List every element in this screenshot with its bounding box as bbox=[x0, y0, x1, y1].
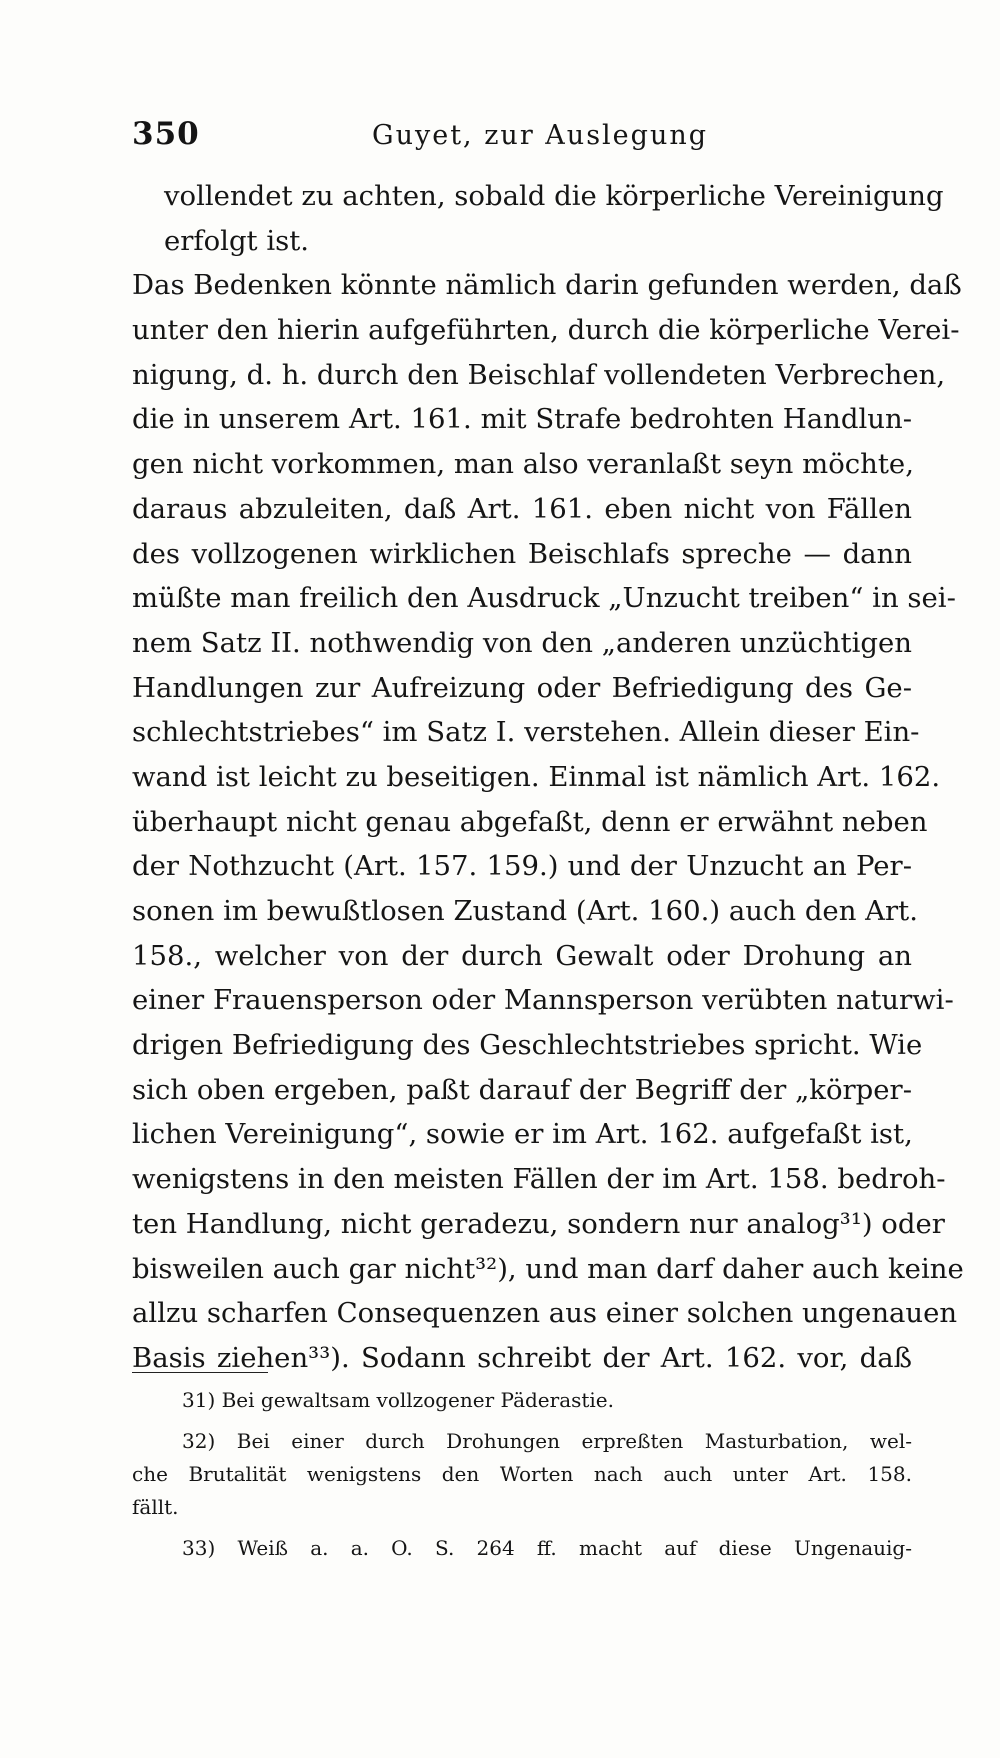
footnote-32-continued: che Brutalität wenigstens den Worten nach auch unter Art. 158. bbox=[132, 1462, 912, 1486]
text-line: wand ist leicht zu beseitigen. Einmal ist nämlich Art. 162. bbox=[132, 760, 941, 793]
footnote-32-end: fällt. bbox=[132, 1495, 179, 1519]
text-line: müßte man freilich den Ausdruck „Unzucht treiben“ in sei- bbox=[132, 582, 956, 615]
text-line: schlechtstriebes“ im Satz I. verstehen. Allein dieser Ein- bbox=[132, 716, 920, 749]
text-line: wenigstens in den meisten Fällen der im Art. 158. bedroh- bbox=[132, 1163, 946, 1196]
text-line: einer Frauensperson oder Mannsperson verübten naturwi- bbox=[132, 984, 954, 1017]
main-text bbox=[132, 174, 964, 1381]
text-line: bisweilen auch gar nicht³²), und man darf daher auch keine bbox=[132, 1252, 964, 1285]
text-line: Das Bedenken könnte nämlich darin gefunden werden, daß bbox=[132, 269, 962, 302]
text-line: nigung, d. h. durch den Beischlaf vollendeten Verbrechen, bbox=[132, 358, 946, 391]
text-line: unter den hierin aufgeführten, durch die körperliche Verei- bbox=[132, 314, 960, 347]
text-line: Handlungen zur Aufreizung oder Befriedigung des Ge- bbox=[132, 671, 912, 704]
text-line: allzu scharfen Consequenzen aus einer solchen ungenauen bbox=[132, 1297, 958, 1330]
text-line: gen nicht vorkommen, man also veranlaßt seyn möchte, bbox=[132, 448, 914, 481]
footnote-separator bbox=[132, 1372, 268, 1373]
text-line: erfolgt ist. bbox=[164, 224, 310, 257]
running-head: Guyet, zur Auslegung bbox=[372, 120, 709, 151]
footnote-33: 33) Weiß a. a. O. S. 264 ff. macht auf diese Ungenauig- bbox=[182, 1536, 912, 1560]
text-line: Basis ziehen³³). Sodann schreibt der Art. 162. vor, daß bbox=[132, 1341, 912, 1374]
text-line: des vollzogenen wirklichen Beischlafs spreche — dann bbox=[132, 537, 912, 570]
text-line: 158., welcher von der durch Gewalt oder Drohung an bbox=[132, 939, 912, 972]
text-line: der Nothzucht (Art. 157. 159.) und der Unzucht an Per- bbox=[132, 850, 912, 883]
text-line: sonen im bewußtlosen Zustand (Art. 160.) auch den Art. bbox=[132, 895, 918, 927]
footnote-31: 31) Bei gewaltsam vollzogener Päderastie. bbox=[182, 1388, 615, 1412]
footnote-32: 32) Bei einer durch Drohungen erpreßten Masturbation, wel- bbox=[182, 1429, 912, 1453]
text-line: sich oben ergeben, paßt darauf der Begriff der „körper- bbox=[132, 1073, 912, 1106]
text-line: die in unserem Art. 161. mit Strafe bedrohten Handlun- bbox=[132, 403, 912, 436]
text-line: daraus abzuleiten, daß Art. 161. eben nicht von Fällen bbox=[132, 492, 912, 525]
text-line: drigen Befriedigung des Geschlechtstriebes spricht. Wie bbox=[132, 1029, 923, 1062]
page-number: 350 bbox=[132, 116, 200, 152]
text-line: vollendet zu achten, sobald die körperliche Vereinigung bbox=[164, 180, 944, 212]
footnotes bbox=[132, 1384, 912, 1565]
text-line: überhaupt nicht genau abgefaßt, denn er erwähnt neben bbox=[132, 805, 928, 838]
text-line: ten Handlung, nicht geradezu, sondern nur analog³¹) oder bbox=[132, 1207, 945, 1240]
page-header bbox=[132, 116, 912, 156]
text-line: lichen Vereinigung“, sowie er im Art. 162. aufgefaßt ist, bbox=[132, 1118, 913, 1151]
text-line: nem Satz II. nothwendig von den „anderen unzüchtigen bbox=[132, 626, 912, 659]
